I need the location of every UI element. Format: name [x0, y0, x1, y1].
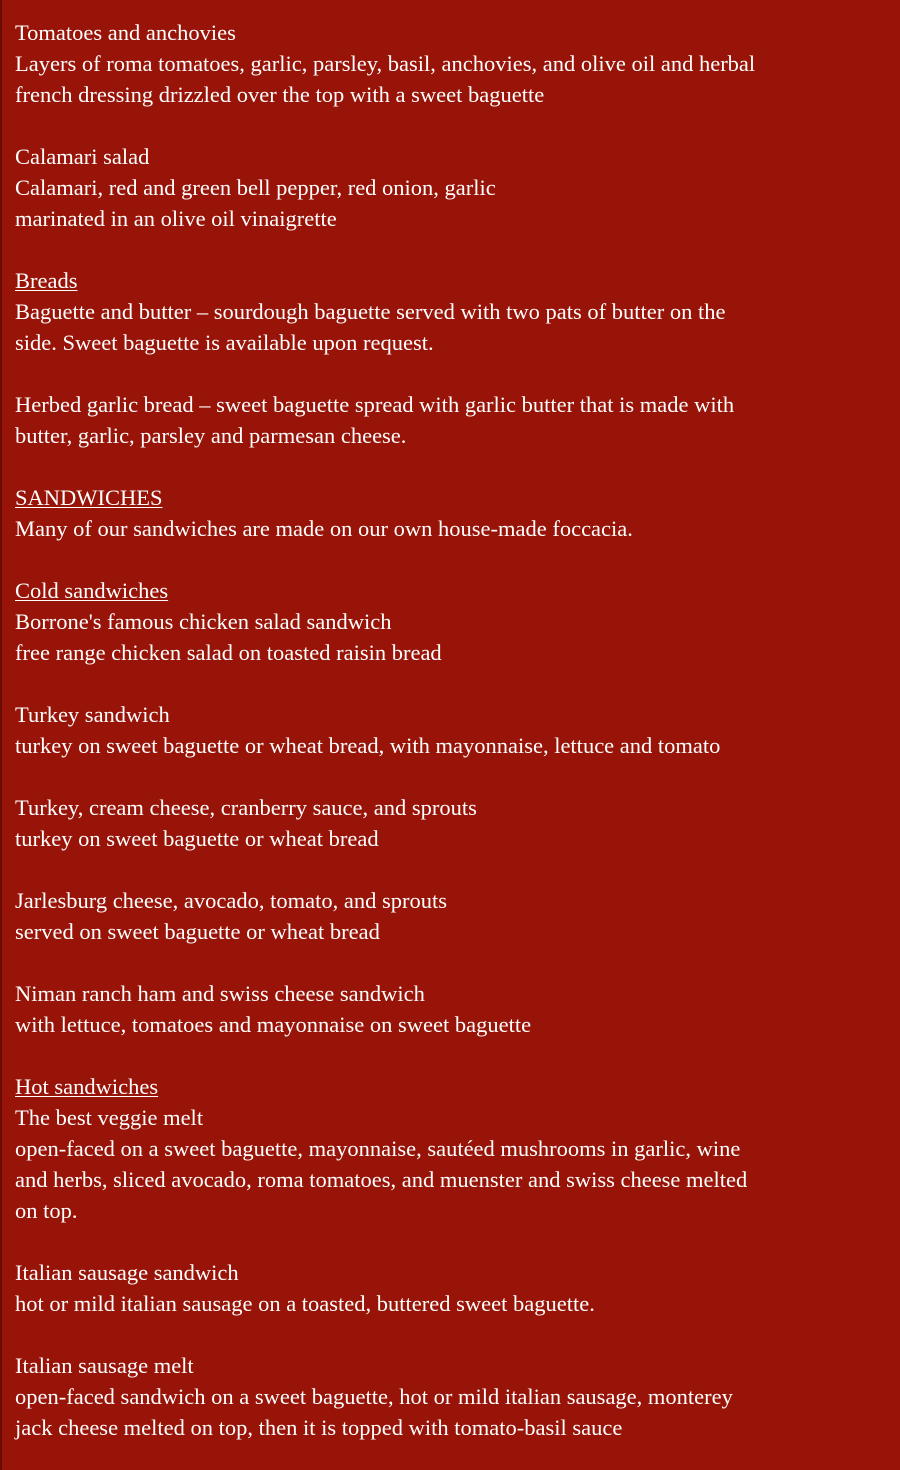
item-description: on top. — [15, 1198, 78, 1223]
section-heading-breads: Breads — [15, 268, 78, 293]
item-description: french dressing drizzled over the top with a sweet baguette — [15, 82, 545, 107]
item-description: open-faced on a sweet baguette, mayonnaise, sautéed mushrooms in garlic, wine — [15, 1136, 741, 1161]
spacer — [15, 668, 880, 699]
section-cold-sandwiches — [15, 575, 880, 1040]
section-heading-cold-sandwiches: Cold sandwiches — [15, 578, 169, 603]
item-title: Tomatoes and anchovies — [15, 20, 236, 45]
item-description: with lettuce, tomatoes and mayonnaise on sweet baguette — [15, 1012, 532, 1037]
item-description: and herbs, sliced avocado, roma tomatoes, and muenster and swiss cheese melted — [15, 1167, 748, 1192]
item-title: Calamari salad — [15, 144, 150, 169]
section-sandwiches — [15, 482, 880, 544]
menu-item-tomatoes-anchovies — [15, 17, 880, 110]
spacer — [15, 947, 880, 978]
menu-item-calamari-salad — [15, 141, 880, 234]
item-description: butter, garlic, parsley and parmesan cheese. — [15, 423, 407, 448]
item-title: Jarlesburg cheese, avocado, tomato, and sprouts — [15, 888, 447, 913]
item-description: free range chicken salad on toasted raisin bread — [15, 640, 442, 665]
spacer — [15, 358, 880, 389]
item-description: Calamari, red and green bell pepper, red onion, garlic — [15, 175, 496, 200]
item-title: Turkey sandwich — [15, 702, 170, 727]
spacer — [15, 234, 880, 265]
item-description: Herbed garlic bread – sweet baguette spread with garlic butter that is made with — [15, 392, 735, 417]
item-title: Italian sausage melt — [15, 1353, 194, 1378]
item-description: turkey on sweet baguette or wheat bread, with mayonnaise, lettuce and tomato — [15, 733, 721, 758]
item-description: side. Sweet baguette is available upon request. — [15, 330, 434, 355]
item-title: The best veggie melt — [15, 1105, 204, 1130]
spacer — [15, 451, 880, 482]
spacer — [15, 761, 880, 792]
item-description: turkey on sweet baguette or wheat bread — [15, 826, 379, 851]
section-intro: Many of our sandwiches are made on our own house-made foccacia. — [15, 516, 633, 541]
spacer — [15, 1040, 880, 1071]
item-title: Niman ranch ham and swiss cheese sandwich — [15, 981, 425, 1006]
item-description: marinated in an olive oil vinaigrette — [15, 206, 337, 231]
section-heading-hot-sandwiches: Hot sandwiches — [15, 1074, 159, 1099]
section-heading-sandwiches: SANDWICHES — [15, 485, 163, 510]
item-title: Turkey, cream cheese, cranberry sauce, and sprouts — [15, 795, 477, 820]
item-description: served on sweet baguette or wheat bread — [15, 919, 380, 944]
spacer — [15, 1319, 880, 1350]
item-description: Baguette and butter – sourdough baguette served with two pats of butter on the — [15, 299, 726, 324]
item-description: Layers of roma tomatoes, garlic, parsley, basil, anchovies, and olive oil and herbal — [15, 51, 756, 76]
item-description: open-faced sandwich on a sweet baguette, hot or mild italian sausage, monterey — [15, 1384, 733, 1409]
section-breads — [15, 265, 880, 451]
spacer — [15, 854, 880, 885]
spacer — [15, 1226, 880, 1257]
item-title: Italian sausage sandwich — [15, 1260, 239, 1285]
item-description: hot or mild italian sausage on a toasted, buttered sweet baguette. — [15, 1291, 595, 1316]
section-hot-sandwiches — [15, 1071, 880, 1443]
item-description: jack cheese melted on top, then it is topped with tomato-basil sauce — [15, 1415, 623, 1440]
spacer — [15, 544, 880, 575]
spacer — [15, 110, 880, 141]
item-title: Borrone's famous chicken salad sandwich — [15, 609, 392, 634]
